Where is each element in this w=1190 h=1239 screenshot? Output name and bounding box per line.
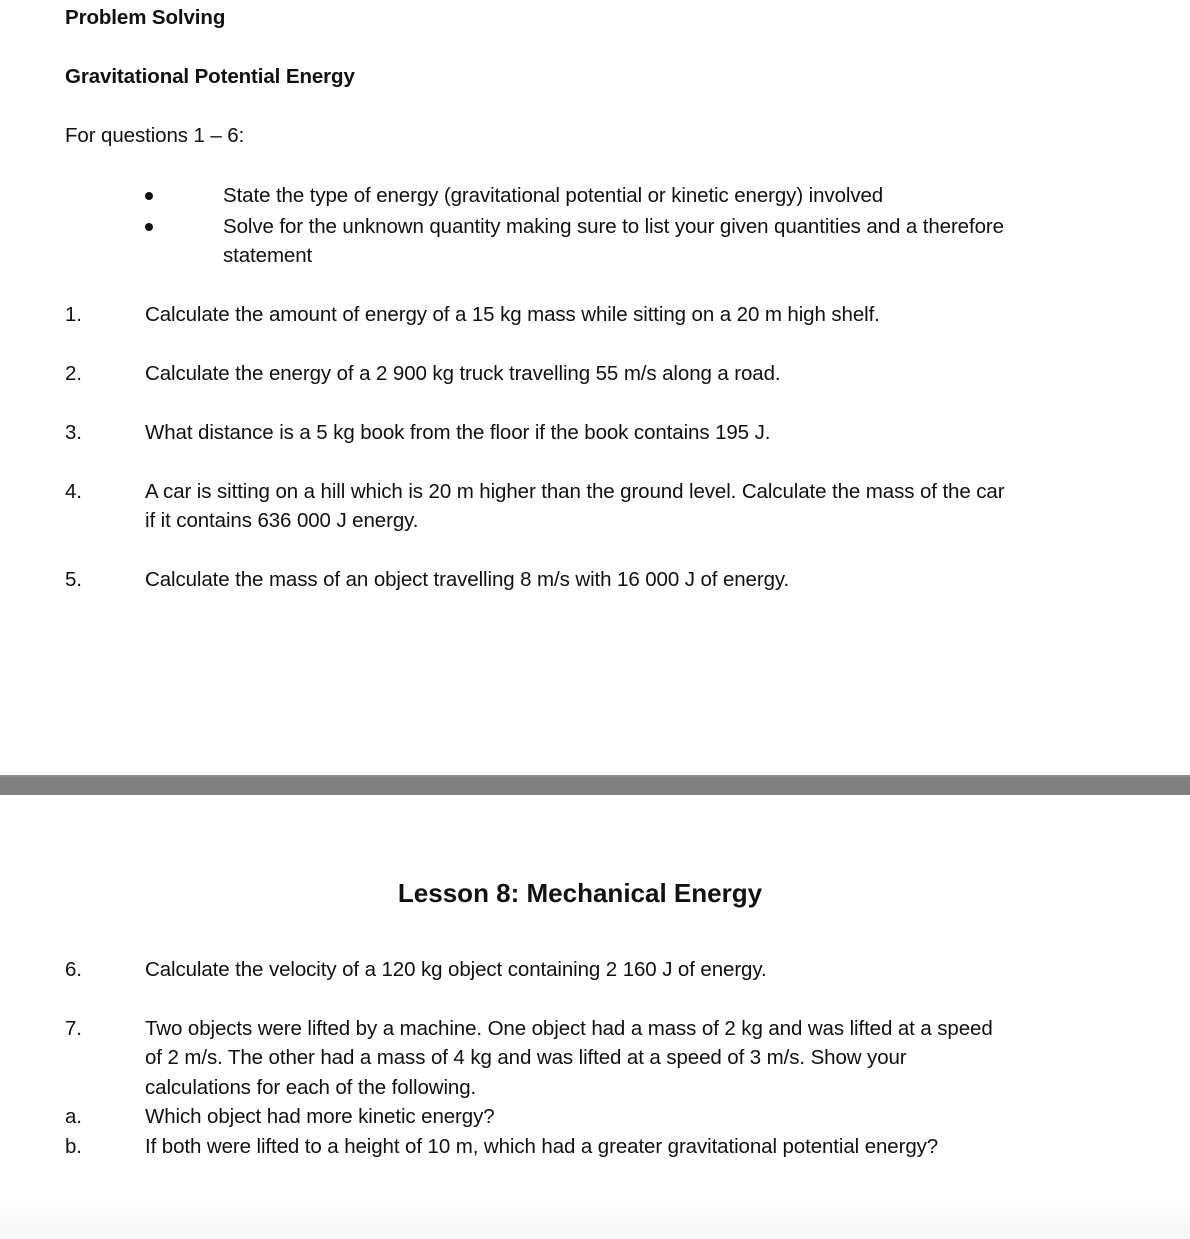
section-title: Problem Solving [65, 6, 226, 29]
section-subtitle: Gravitational Potential Energy [65, 65, 355, 88]
bullet-icon [145, 192, 153, 200]
question-text: Calculate the amount of energy of a 15 kg mass while sitting on a 20 m high shelf. [145, 303, 880, 326]
question-text: What distance is a 5 kg book from the floor if the book contains 195 J. [145, 421, 771, 444]
question-number: 2. [65, 362, 82, 385]
question-number: 7. [65, 1017, 82, 1040]
question-text: Calculate the velocity of a 120 kg object containing 2 160 J of energy. [145, 958, 767, 981]
page-break-divider [0, 775, 1190, 795]
question-number: 6. [65, 958, 82, 981]
question-number: 3. [65, 421, 82, 444]
bullet-text: State the type of energy (gravitational potential or kinetic energy) involved [223, 184, 884, 207]
question-text-continued: if it contains 636 000 J energy. [145, 509, 419, 532]
lesson-title: Lesson 8: Mechanical Energy [397, 878, 763, 908]
subquestion-letter: b. [65, 1135, 82, 1158]
subquestion-text: Which object had more kinetic energy? [145, 1105, 495, 1128]
question-number: 1. [65, 303, 82, 326]
question-text-continued: calculations for each of the following. [145, 1076, 477, 1099]
question-number: 4. [65, 480, 82, 503]
question-text-continued: of 2 m/s. The other had a mass of 4 kg and was lifted at a speed of 3 m/s. Show your [145, 1046, 907, 1069]
subquestion-letter: a. [65, 1105, 82, 1128]
bullet-text-continued: statement [223, 244, 313, 267]
bullet-icon [145, 223, 153, 231]
bullet-text: Solve for the unknown quantity making sure to list your given quantities and a therefore [223, 215, 1004, 238]
question-text: Calculate the mass of an object travelling 8 m/s with 16 000 J of energy. [145, 568, 790, 591]
question-number: 5. [65, 568, 82, 591]
question-text: A car is sitting on a hill which is 20 m higher than the ground level. Calculate the mass of the car [145, 480, 1005, 503]
question-text: Calculate the energy of a 2 900 kg truck travelling 55 m/s along a road. [145, 362, 781, 385]
question-text: Two objects were lifted by a machine. One object had a mass of 2 kg and was lifted at a speed [145, 1017, 993, 1040]
instruction-text: For questions 1 – 6: [65, 124, 245, 147]
subquestion-text: If both were lifted to a height of 10 m, which had a greater gravitational potential energy? [145, 1135, 939, 1158]
